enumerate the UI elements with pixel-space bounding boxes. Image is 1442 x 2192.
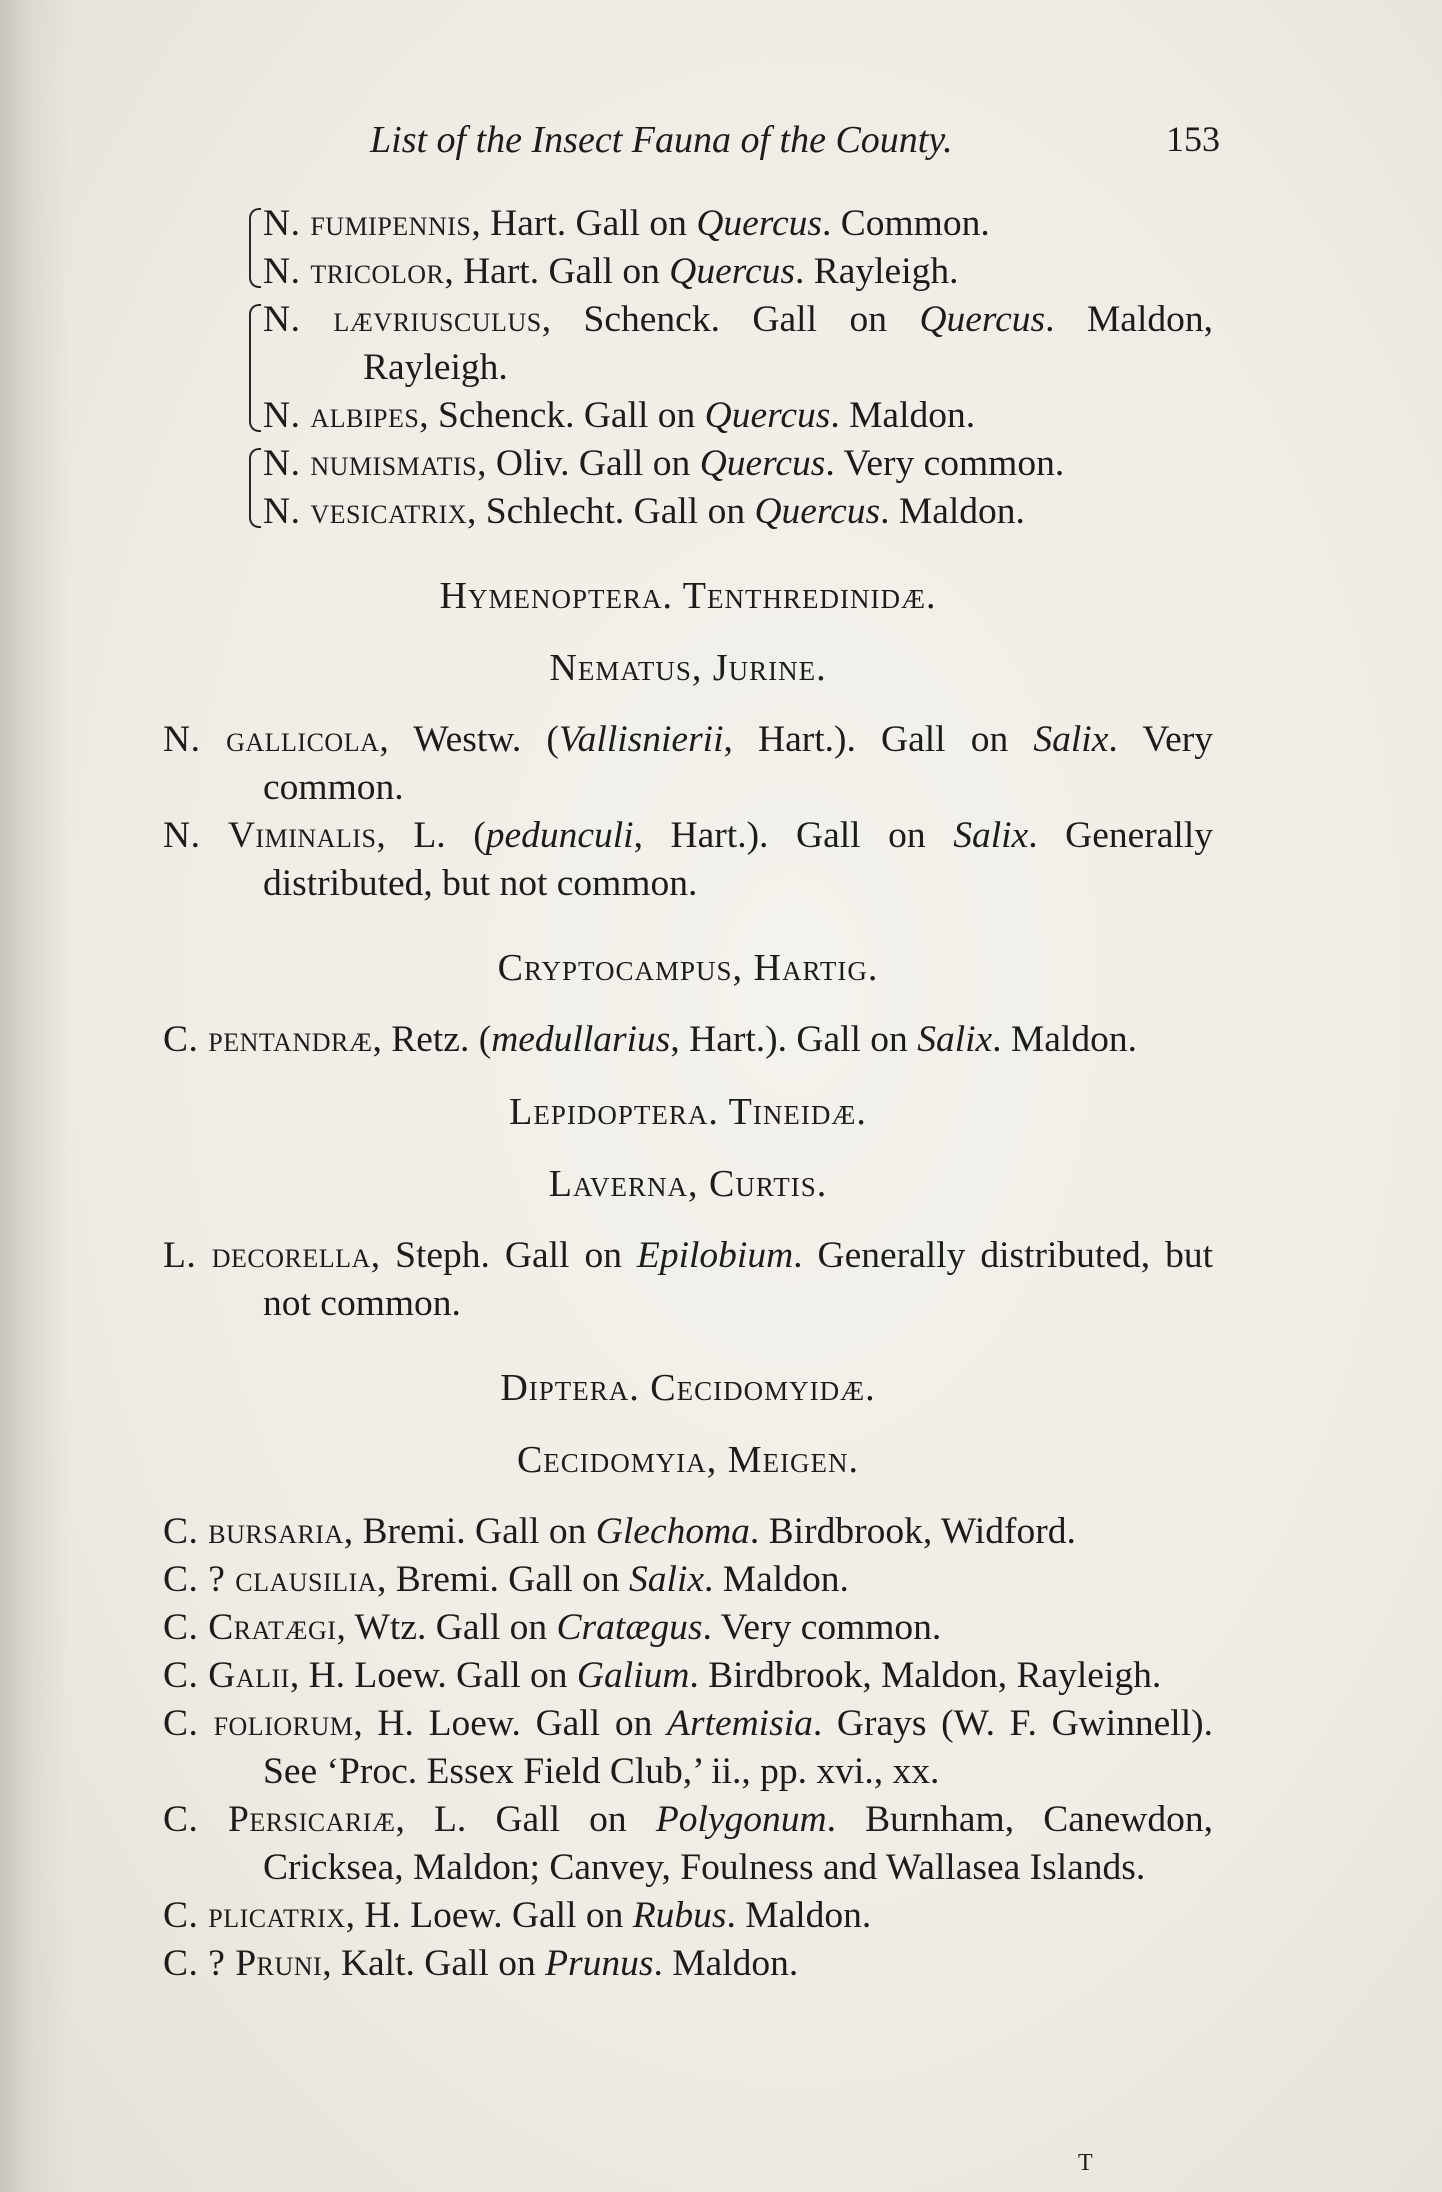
species-group-1: [163, 200, 1213, 296]
entry-decorella: L. decorella, Steph. Gall on Epilobium. Generally distributed, but not common.: [163, 1235, 1213, 1324]
running-title: List of the Insect Fauna of the County.: [370, 119, 953, 161]
genus-heading-laverna: Laverna, Curtis.: [548, 1163, 828, 1205]
entry-gallicola: N. gallicola, Westw. (Vallisnierii, Hart.). Gall on Salix. Very common.: [163, 719, 1214, 808]
entry-albipes: N. albipes, Schenck. Gall on Quercus. Maldon.: [263, 395, 976, 436]
entry-viminalis: N. Viminalis, L. (pedunculi, Hart.). Gall on Salix. Generally distributed, but not common.: [163, 815, 1213, 904]
order-heading-lepidoptera: Lepidoptera. Tineidæ.: [509, 1091, 867, 1133]
group-brace: [249, 448, 261, 528]
running-header: [370, 118, 1220, 174]
entry-fumipennis: N. fumipennis, Hart. Gall on Quercus. Common.: [263, 203, 990, 244]
entry-vesicatrix: N. vesicatrix, Schlecht. Gall on Quercus. Maldon.: [263, 491, 1025, 532]
entry-foliorum: C. foliorum, H. Loew. Gall on Artemisia. Grays (W. F. Gwinnell). See ‘Proc. Essex Field Club,’ ii., pp. xvi., xx.: [163, 1703, 1214, 1792]
entry-crataegi: C. Cratægi, Wtz. Gall on Cratægus. Very common.: [163, 1607, 942, 1648]
signature-mark: T: [1078, 2150, 1093, 2176]
entry-bursaria: C. bursaria, Bremi. Gall on Glechoma. Birdbrook, Widford.: [163, 1511, 1076, 1552]
order-heading-diptera: Diptera. Cecidomyidæ.: [500, 1367, 876, 1409]
order-heading-hymenoptera: Hymenoptera. Tenthredinidæ.: [439, 575, 937, 617]
entry-tricolor: N. tricolor, Hart. Gall on Quercus. Rayleigh.: [263, 251, 959, 292]
group-brace: [249, 208, 261, 288]
entry-plicatrix: C. plicatrix, H. Loew. Gall on Rubus. Maldon.: [163, 1895, 872, 1936]
entry-numismatis: N. numismatis, Oliv. Gall on Quercus. Very common.: [263, 443, 1065, 484]
species-group-2: [163, 296, 1213, 440]
species-group-3: [163, 440, 1213, 536]
species-list: [163, 200, 1213, 1988]
binding-shadow: [0, 0, 70, 2192]
page-number: 153: [1166, 119, 1220, 159]
entry-pentandrae: C. pentandræ, Retz. (medullarius, Hart.). Gall on Salix. Maldon.: [163, 1019, 1137, 1060]
entry-persicariae: C. Persicariæ, L. Gall on Polygonum. Burnham, Canewdon, Cricksea, Maldon; Canvey, Foulness and Wallasea Islands.: [163, 1799, 1213, 1888]
genus-heading-nematus: Nematus, Jurine.: [549, 647, 827, 689]
entry-galii: C. Galii, H. Loew. Gall on Galium. Birdbrook, Maldon, Rayleigh.: [163, 1655, 1162, 1696]
entry-laeviusculus: N. lævriusculus, Schenck. Gall on Quercus. Maldon, Rayleigh.: [263, 299, 1213, 388]
entry-pruni: C. ? Pruni, Kalt. Gall on Prunus. Maldon.: [163, 1943, 799, 1984]
genus-heading-cryptocampus: Cryptocampus, Hartig.: [497, 947, 879, 989]
genus-heading-cecidomyia: Cecidomyia, Meigen.: [516, 1439, 860, 1481]
entry-clausilia: C. ? clausilia, Bremi. Gall on Salix. Maldon.: [163, 1559, 849, 1600]
